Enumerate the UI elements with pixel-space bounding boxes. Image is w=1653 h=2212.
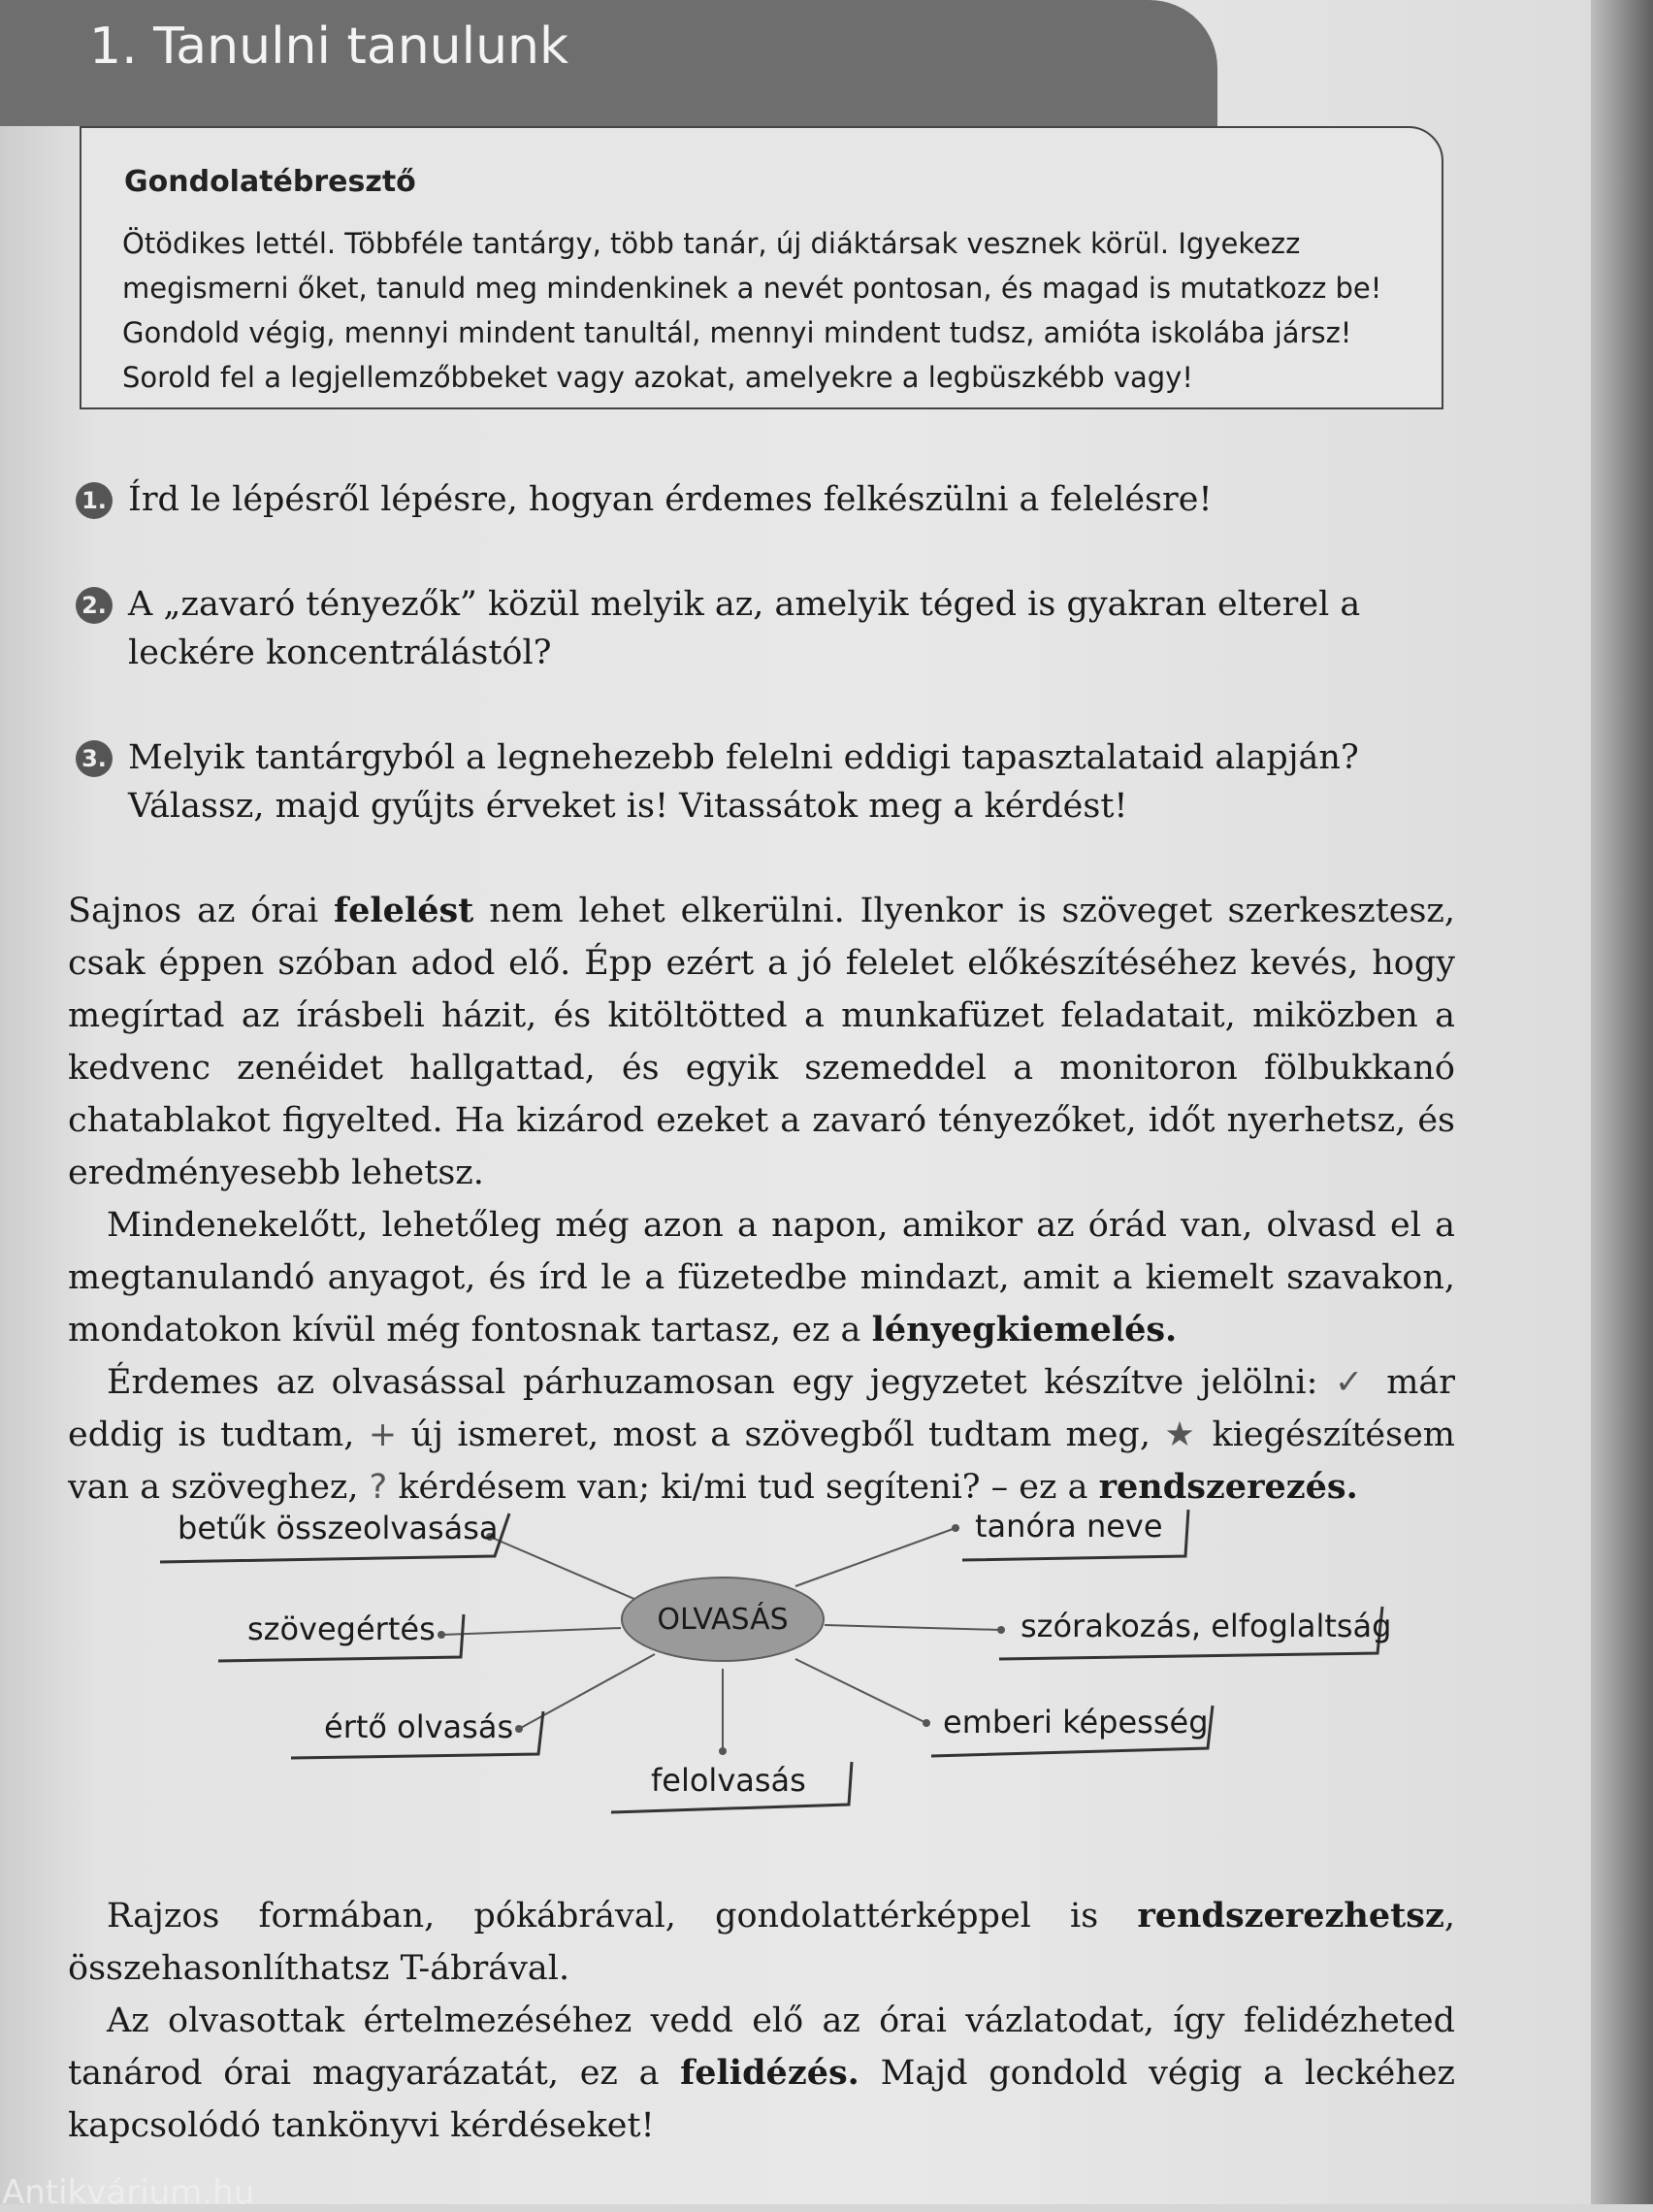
text-run: már eddig is tudtam, — [68, 1363, 1456, 1454]
text-run: Mindenekelőtt, lehetőleg még azon a napon, amikor az órád van, olvasd el a megtanulandó anyagot, és írd le a füzetedbe mindazt, amit a kiemelt szavakon, mondatokon kívül még fontosnak tartasz, ez a — [68, 1206, 1455, 1350]
text-run: nem lehet elkerülni. Ilyenkor is szöveget szerkesztesz, csak éppen szóban adod elő. Épp ezért a jó felelet előkészítéséhez kevés, hogy megírtad az írásbeli házit, és kitöltötted a munkafüzet feladatait, miközben a kedvenc zenéidet hallgattad, és egyik szemeddel a monitoron fölbukkanó chatablakot figyelted. Ha kizárod ezeket a zavaró tényezőket, időt nyerhetsz, és eredményesebb lehetsz. — [68, 892, 1455, 1192]
watermark-text: Antikvárium.hu — [2, 2173, 255, 2212]
node-felolvasas: felolvasás — [651, 1762, 806, 1799]
question-number: 3. — [76, 740, 113, 777]
plus-icon: + — [368, 1415, 398, 1454]
node-tanora-neve: tanóra neve — [975, 1508, 1163, 1545]
text-run: Sajnos az órai — [68, 892, 335, 930]
keyword-felelest: felelést — [334, 891, 474, 930]
spider-diagram — [0, 1475, 1591, 1863]
keyword-rendszerezes: rendszerezés. — [1098, 1467, 1358, 1507]
keyword-rendszerezhetsz: rendszerezhetsz — [1137, 1896, 1444, 1936]
question-1 — [76, 475, 1463, 524]
question-mark-icon: ? — [369, 1468, 388, 1507]
star-icon: ★ — [1164, 1415, 1199, 1454]
paragraph-lenyegkiemeles — [68, 1199, 1455, 1356]
paragraph-felidezes — [68, 1995, 1455, 2152]
paragraph-rajzos — [68, 1890, 1455, 1995]
question-3 — [76, 733, 1463, 830]
text-run: Majd gondold végig a leckéhez kapcsolódó tankönyvi kérdéseket! — [68, 2054, 1455, 2145]
node-erto-olvasas: értő olvasás — [324, 1708, 514, 1745]
text-run: Rajzos formában, pókábrával, gondolattérképpel is — [107, 1897, 1138, 1936]
node-emberi-kepesseg: emberi képesség — [943, 1704, 1209, 1740]
diagram-center-olvasas: OLVASÁS — [621, 1577, 825, 1662]
text-run: Az olvasottak értelmezéséhez vedd elő az órai vázlatodat, így felidézheted tanárod órai magyarázatát, ez a — [68, 2001, 1455, 2093]
thought-starter-title: Gondolatébresztő — [124, 165, 416, 199]
question-number: 1. — [76, 482, 113, 519]
question-text: Írd le lépésről lépésre, hogyan érdemes felkészülni a felelésre! — [128, 480, 1213, 519]
text-run: , összehasonlíthatsz T-ábrával. — [68, 1897, 1455, 1988]
body-paragraphs-bottom — [68, 1890, 1455, 2152]
check-icon: ✓ — [1334, 1363, 1370, 1402]
node-szovegertes: szövegértés — [247, 1610, 436, 1647]
node-betuk-osszeolvasasa: betűk összeolvasása — [178, 1510, 499, 1546]
text-run: új ismeret, most a szövegből tudtam meg, — [397, 1415, 1165, 1454]
text-run: Érdemes az olvasással párhuzamosan egy jegyzetet készítve jelölni: — [107, 1363, 1335, 1402]
chapter-title: 1. Tanulni tanulunk — [89, 17, 569, 76]
question-text: Melyik tantárgyból a legnehezebb felelni eddigi tapasztalataid alapján? Válassz, majd gyűjts érveket is! Vitassátok meg a kérdést! — [128, 738, 1359, 826]
question-2 — [76, 580, 1463, 677]
keyword-lenyegkiemeles: lényegkiemelés. — [871, 1310, 1178, 1350]
paragraph-felelés — [68, 885, 1455, 1199]
question-number: 2. — [76, 587, 113, 624]
node-szorakozas: szórakozás, elfoglaltság — [1021, 1608, 1392, 1644]
thought-starter-box — [80, 126, 1443, 409]
text-run: kiegészítésem van a szöveghez, — [68, 1415, 1455, 1507]
body-paragraphs-top — [68, 885, 1455, 1513]
question-text: A „zavaró tényezők” közül melyik az, amelyik téged is gyakran elterel a leckére koncentrálástól? — [128, 585, 1361, 672]
text-run: kérdésem van; ki/mi tud segíteni? – ez a — [387, 1468, 1099, 1507]
keyword-felidezes: felidézés. — [680, 2053, 859, 2093]
thought-starter-text: Ötödikes lettél. Többféle tantárgy, több tanár, új diáktársak vesznek körül. Igyekezz megismerni őket, tanuld meg mindenkinek a nevét pontosan, és magad is mutatkozz be! Gondold végig, mennyi mindent tanultál, mennyi mindent tudsz, amióta iskolába jársz! Sorold fel a legjellemzőbbeket vagy azokat, amelyekre a legbüszkébb vagy! — [122, 227, 1382, 394]
chapter-header — [0, 0, 1217, 126]
page-edge-shadow — [1591, 0, 1653, 2204]
